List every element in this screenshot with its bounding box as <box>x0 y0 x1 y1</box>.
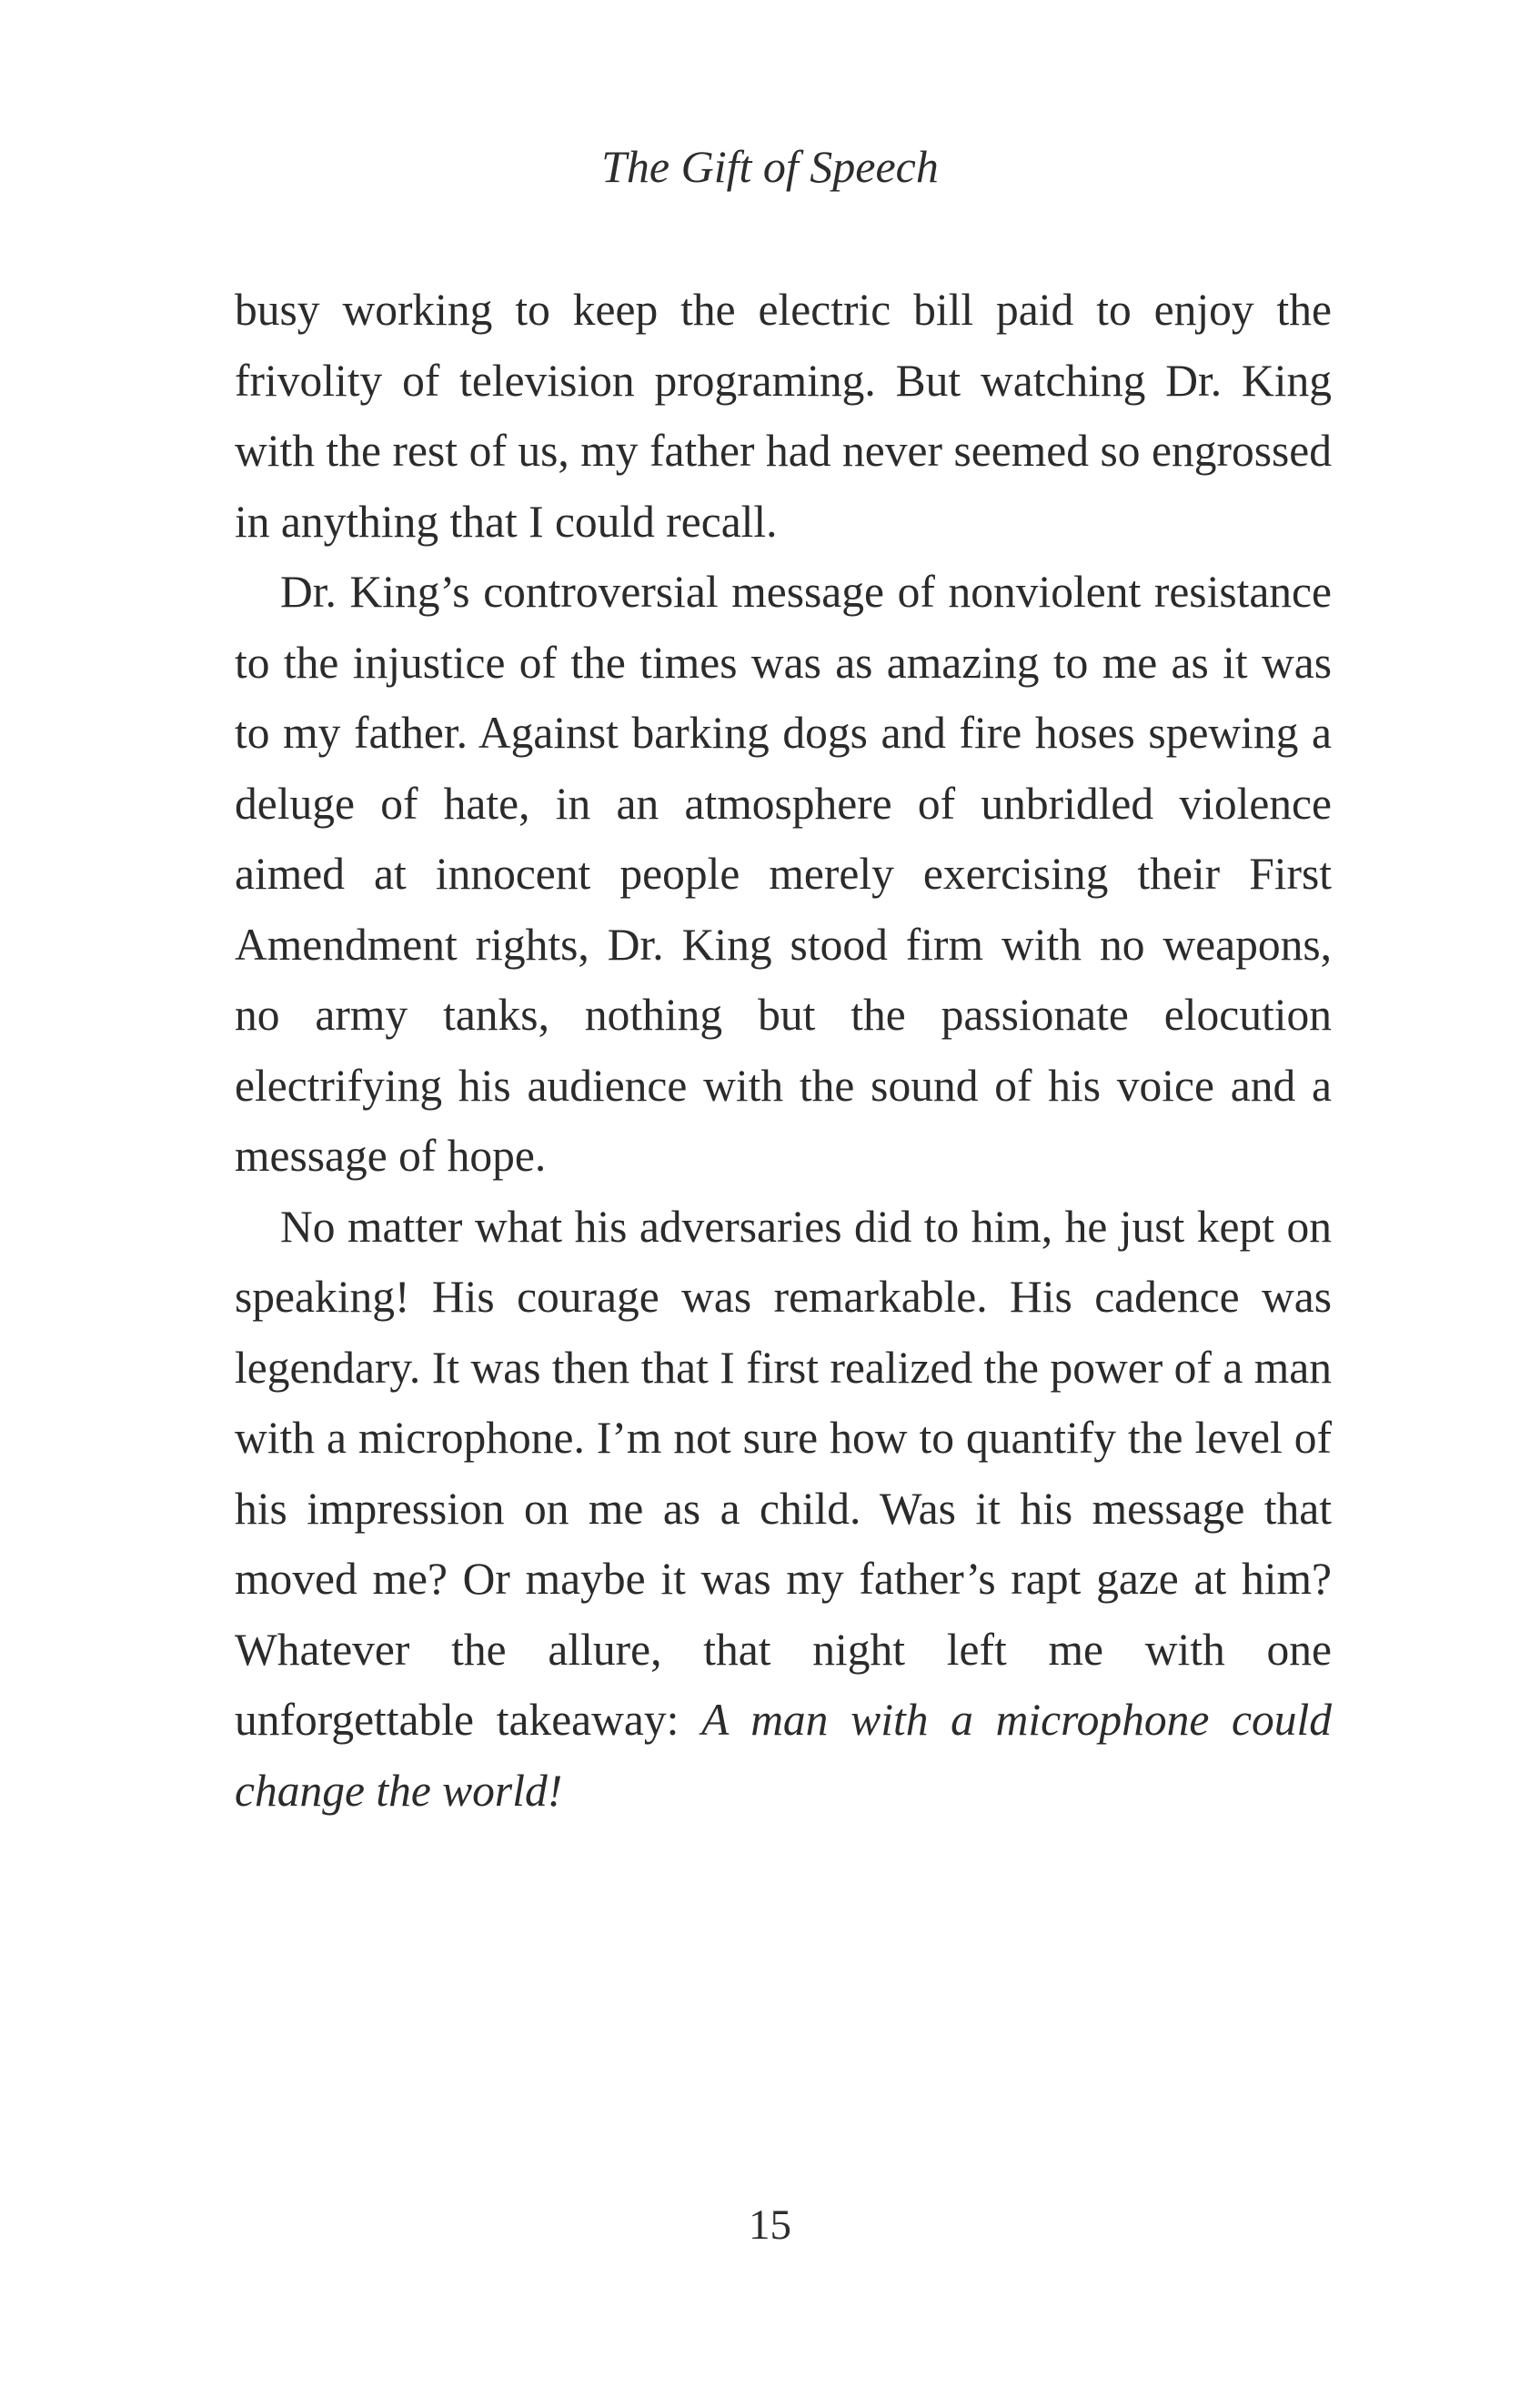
paragraph-3-text: No matter what his adversaries did to him, he just kept on speaking! His courage was remarkable. His cadence was legendary. It was then that I first realized the power of a man with a microphone. I’m not sure how to quantify the level of his impression on me as a child. Was it his message that moved me? Or maybe it was my father’s rapt gaze at him? Whatever the allure, that night left me with one unforgettable takeaway: <box>235 1201 1332 1745</box>
running-head: The Gift of Speech <box>601 141 939 192</box>
paragraph-2: Dr. King’s controversial message of nonviolent resistance to the injustice of the times was as amazing to me as it was to my father. Against barking dogs and fire hoses spewing a deluge of hate, in an atmosphere of unbridled violence aimed at innocent people merely exercising their First Amendment rights, Dr. King stood firm with no weapons, no army tanks, nothing but the passionate elocution electrifying his audience with the sound of his voice and a message of hope. <box>235 567 1332 1181</box>
paragraph-3-emphasis: A man with a microphone could change the world! <box>235 1695 1332 1816</box>
page-number: 15 <box>749 2201 791 2249</box>
body-text <box>235 275 1332 1826</box>
paragraph-3 <box>235 1192 1332 1827</box>
paragraph-1: busy working to keep the electric bill paid to enjoy the frivolity of television programing. But watching Dr. King with the rest of us, my father had never seemed so engrossed in anything that I could recall. <box>235 285 1332 547</box>
